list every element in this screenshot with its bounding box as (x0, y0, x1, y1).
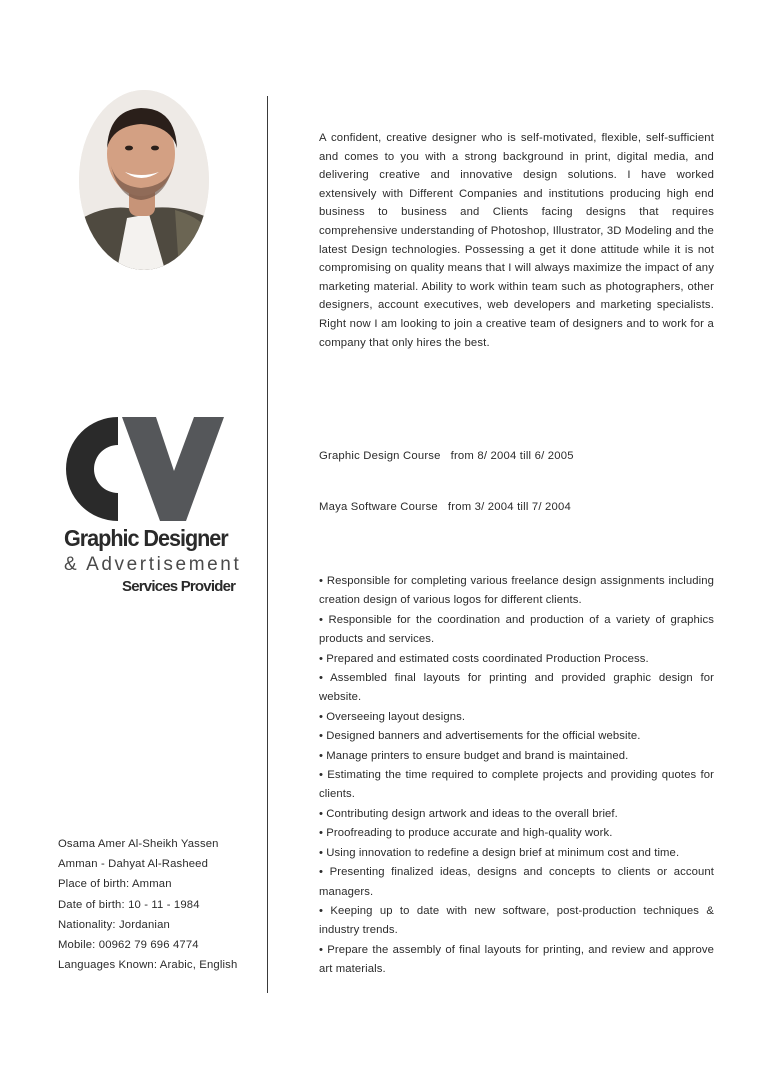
list-item: • Responsible for the coordination and production of a variety of graphics products and services. (319, 613, 714, 646)
list-item: • Responsible for completing various freelance design assignments including creation design of various logos for different clients. (319, 575, 714, 607)
languages: Languages Known: Arabic, English (58, 959, 238, 972)
list-item: • Using innovation to redefine a design brief at minimum cost and time. (319, 846, 680, 859)
mobile-number: Mobile: 00962 79 696 4774 (58, 939, 199, 952)
logo-letter-c (66, 417, 118, 521)
personal-info (58, 834, 263, 975)
list-item: • Estimating the time required to complete projects and providing quotes for clients. (319, 769, 714, 801)
course-maya: Maya Software Course from 3/ 2004 till 7/ 2004 (319, 501, 571, 513)
nationality: Nationality: Jordanian (58, 918, 170, 931)
responsibilities-list (319, 572, 714, 980)
list-item: • Overseeing layout designs. (319, 710, 466, 723)
list-item: • Prepare the assembly of final layouts for printing, and review and approve art materials. (319, 943, 714, 976)
list-item: • Prepared and estimated costs coordinated Production Process. (319, 652, 649, 665)
address: Amman - Dahyat Al-Rasheed (58, 858, 209, 871)
logo-letter-v (122, 417, 224, 521)
list-item: • Designed banners and advertisements for the official website. (319, 730, 641, 743)
cv-logo (62, 415, 242, 605)
list-item: • Keeping up to date with new software, post-production techniques & industry trends. (319, 904, 714, 937)
logo-subtitle: & Advertisement (64, 554, 242, 575)
list-item: • Contributing design artwork and ideas to the overall brief. (319, 807, 618, 820)
profile-summary: A confident, creative designer who is self-motivated, flexible, self-sufficient and comes to you with a strong background in print, digital media, and delivering creative and innovative design solutions. I have worked extensively with Different Companies and institutions producing high end business to business and Clients facing designs that requires comprehensive understanding of Photoshop, Illustrator, 3D Modeling and the latest Design technologies. Possessing a get it done attitude while it is not compromising on quality means that I will always maximize the impact of any marketing material. Ability to work within team such as photographers, other designers, account executives, web developers and marketing specialists. Right now I am looking to join a creative team of designers and to work for a company that only hires the best. (319, 132, 714, 349)
logo-title: Graphic Designer (64, 525, 228, 551)
logo-tagline: Services Provider (122, 578, 236, 595)
list-item: • Assembled final layouts for printing and provided graphic design for website. (319, 672, 714, 704)
birthplace: Place of birth: Amman (58, 878, 172, 891)
birthdate: Date of birth: 10 - 11 - 1984 (58, 898, 200, 911)
cv-letters-graphic (62, 415, 232, 525)
course-graphic-design: Graphic Design Course from 8/ 2004 till 6/ 2005 (319, 450, 574, 462)
list-item: • Proofreading to produce accurate and high-quality work. (319, 827, 613, 840)
vertical-divider (267, 96, 268, 993)
portrait-illustration (79, 90, 209, 270)
list-item: • Presenting finalized ideas, designs and concepts to clients or account managers. (319, 866, 714, 898)
list-item: • Manage printers to ensure budget and brand is maintained. (319, 749, 629, 762)
full-name: Osama Amer Al-Sheikh Yassen (58, 838, 219, 850)
profile-photo (79, 90, 209, 270)
